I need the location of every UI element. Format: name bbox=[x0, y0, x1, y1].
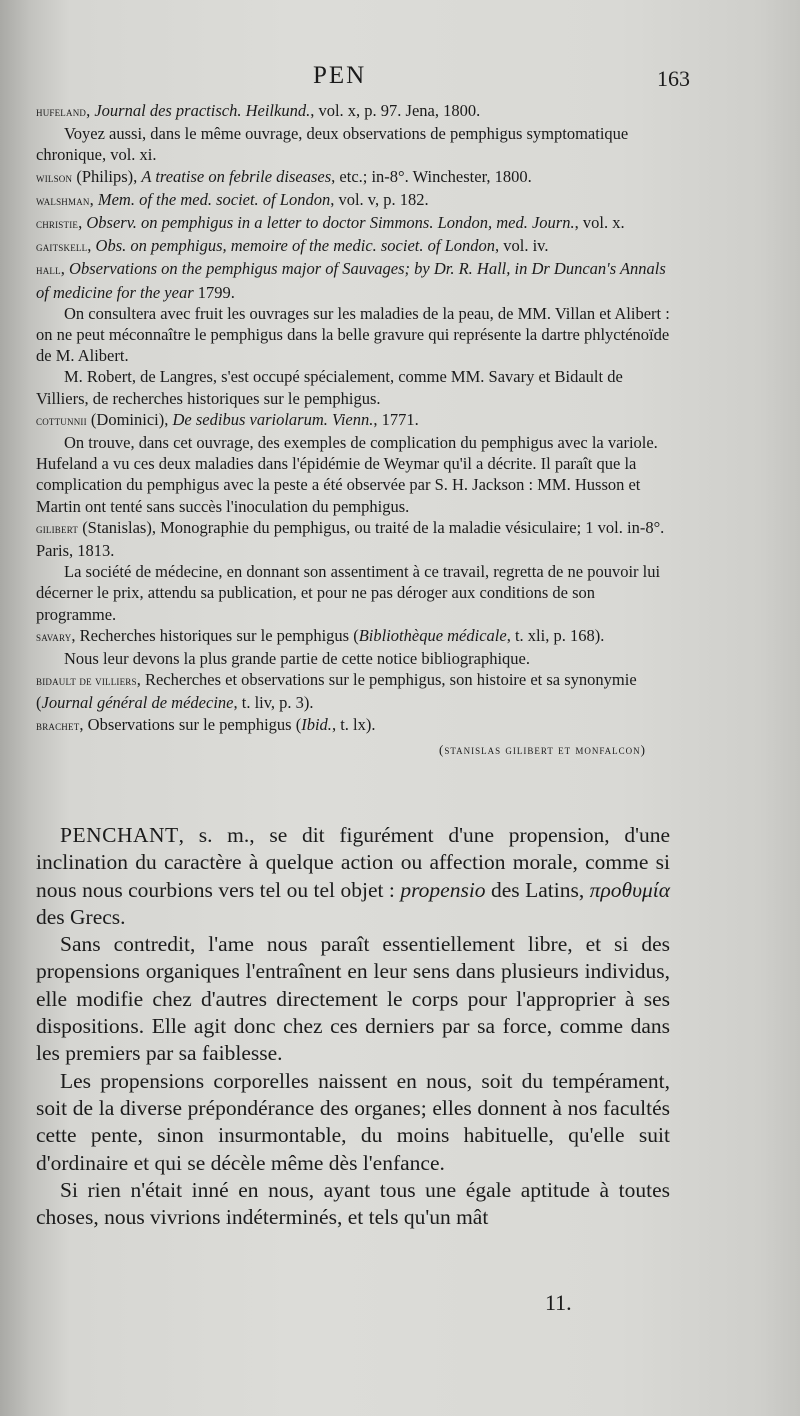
entry-author: gaitskell bbox=[36, 240, 88, 255]
entry-author: hufeland bbox=[36, 105, 87, 119]
bibliography-entry bbox=[36, 166, 670, 189]
entry-title: Journal général de médecine bbox=[41, 693, 234, 713]
entry-tail: , 1771. bbox=[373, 409, 419, 429]
entry-tail: , vol. v, p. 182. bbox=[330, 189, 429, 209]
entry-text: (Dominici), bbox=[86, 409, 173, 429]
entry-title: Bibliothèque médicale bbox=[358, 625, 507, 645]
page-header-title: PEN bbox=[313, 62, 367, 89]
entry-tail: , t. lx). bbox=[331, 714, 376, 734]
entry-text: (Philips), bbox=[72, 166, 142, 186]
headword: PENCHANT bbox=[60, 823, 179, 847]
latin-term: propensio bbox=[400, 877, 486, 902]
bibliography-entry bbox=[36, 100, 670, 123]
entry-author: wilson bbox=[36, 170, 73, 185]
dictionary-article bbox=[36, 822, 670, 1231]
signature-mark: 11. bbox=[545, 1290, 572, 1315]
entry-title: De sedibus variolarum. Vienn. bbox=[172, 409, 374, 429]
entry-text: , bbox=[60, 259, 70, 279]
entry-author: gilibert bbox=[36, 521, 79, 536]
bibliography-section bbox=[36, 100, 670, 773]
entry-author: bidault de villiers bbox=[36, 674, 137, 689]
entry-text: , Recherches historiques sur le pemphigus ( bbox=[71, 625, 359, 645]
entry-author: hall bbox=[36, 263, 61, 278]
bibliography-note: Voyez aussi, dans le même ouvrage, deux observations de pemphigus symptomatique chronique, vol. xi. bbox=[36, 124, 629, 165]
entry-tail: , vol. x, p. 97. Jena, 1800. bbox=[310, 101, 481, 120]
bibliography-entry bbox=[36, 409, 670, 432]
bibliography-note: La société de médecine, en donnant son assentiment à ce travail, regretta de ne pouvoir lui décerner le prix, attendu sa publication, et pour ne pas déroger aux conditions de son programme. bbox=[36, 562, 661, 624]
bibliography-entry bbox=[36, 669, 670, 713]
bibliography-entry bbox=[36, 714, 670, 737]
entry-tail: , vol. x. bbox=[574, 213, 625, 233]
bibliography-note: Nous leur devons la plus grande partie de cette notice bibliographique. bbox=[64, 649, 530, 669]
entry-author: walshman bbox=[36, 193, 90, 208]
entry-text: , Recherches et observations sur le pemphigus, son histoire et sa synonymie ( bbox=[36, 670, 637, 713]
entry-title: Mem. of the med. societ. of London bbox=[97, 189, 331, 209]
bibliography-entry bbox=[36, 235, 670, 258]
bibliography-entry bbox=[36, 212, 670, 235]
entry-text: , bbox=[86, 101, 95, 120]
bibliography-note: M. Robert, de Langres, s'est occupé spécialement, comme MM. Savary et Bidault de Villiers, de recherches historiques sur le pemphigus. bbox=[36, 367, 623, 408]
entry-text: , bbox=[87, 236, 96, 256]
bibliography-note: On consultera avec fruit les ouvrages sur les maladies de la peau, de MM. Villan et Alibert : on ne peut méconnaître le pemphigus dans la belle gravure qui représente la dartre phlycténoïde de M. Alibert. bbox=[36, 303, 670, 366]
entry-author: brachet bbox=[36, 718, 80, 733]
page-number: 163 bbox=[657, 66, 690, 91]
entry-tail: , t. liv, p. 3). bbox=[233, 693, 314, 713]
definition-text: des Grecs. bbox=[36, 904, 126, 929]
article-definition bbox=[36, 822, 670, 931]
entry-text: (Stanislas), Monographie du pemphigus, ou traité de la maladie vésiculaire; 1 vol. in-8°. Paris, 1813. bbox=[36, 517, 665, 561]
entry-text: , bbox=[78, 213, 87, 233]
bibliography-entry bbox=[36, 258, 670, 302]
article-paragraph: Si rien n'était inné en nous, ayant tous une égale aptitude à toutes choses, nous vivrions indéterminés, et tels qu'un mât bbox=[36, 1177, 670, 1230]
entry-text: , bbox=[89, 189, 98, 209]
bibliography-note: On trouve, dans cet ouvrage, des exemples de complication du pemphigus avec la variole. Hufeland a vu ces deux maladies dans l'épidémie de Weymar qu'il a décrite. Il paraît que la complication du pemphigus avec la peste a été observée par S. H. Jackson : MM. Husson et Martin ont tenté sans succès l'inoculation du pemphigus. bbox=[36, 433, 658, 516]
entry-tail: , vol. iv. bbox=[495, 236, 549, 256]
bibliography-entry bbox=[36, 625, 670, 648]
entry-author: cottunnii bbox=[36, 413, 87, 428]
entry-title: Observations on the pemphigus major of Sauvages; by Dr. R. Hall, in Dr Duncan's Annals of medicine for the year bbox=[36, 259, 666, 302]
article-paragraph: Les propensions corporelles naissent en nous, soit du tempérament, soit de la diverse prépondérance des organes; elles donnent à nos facultés cette pente, sinon insurmontable, du moins habituelle, qu'elle suit d'ordinaire et qui se décèle même dès l'enfance. bbox=[36, 1068, 670, 1175]
authors-signature: (stanislas gilibert et monfalcon) bbox=[439, 741, 646, 757]
entry-title: Ibid. bbox=[301, 714, 332, 734]
entry-author: christie bbox=[36, 217, 79, 232]
bibliography-entry bbox=[36, 189, 670, 212]
greek-term: προθυμία bbox=[589, 877, 670, 902]
entry-tail: 1799. bbox=[193, 282, 235, 302]
entry-title: A treatise on febrile diseases bbox=[141, 166, 332, 186]
entry-title: Obs. on pemphigus, memoire of the medic. societ. of London bbox=[95, 236, 496, 256]
bibliography-entry bbox=[36, 517, 670, 561]
entry-tail: , t. xli, p. 168). bbox=[506, 625, 605, 645]
definition-text: des Latins, bbox=[485, 877, 590, 902]
entry-title: Observ. on pemphigus in a letter to doctor Simmons. London, med. Journ. bbox=[86, 213, 575, 233]
entry-text: , Observations sur le pemphigus ( bbox=[79, 714, 302, 734]
definition-text: , s. m., se dit figurément d'une propension, d'une inclination du caractère à quelque action ou affection morale, comme si nous nous courbions vers tel ou tel objet : bbox=[36, 823, 670, 902]
entry-author: savary bbox=[36, 629, 72, 644]
article-paragraph: Sans contredit, l'ame nous paraît essentiellement libre, et si des propensions organiques l'entraînent en leur sens dans plusieurs individus, elle modifie chez d'autres directement le corps pour l'approprier à ses dispositions. Elle agit donc chez ces derniers par sa force, comme dans les premiers par sa faiblesse. bbox=[36, 932, 670, 1066]
entry-tail: , etc.; in-8°. Winchester, 1800. bbox=[331, 166, 532, 186]
entry-title: Journal des practisch. Heilkund. bbox=[94, 101, 311, 120]
